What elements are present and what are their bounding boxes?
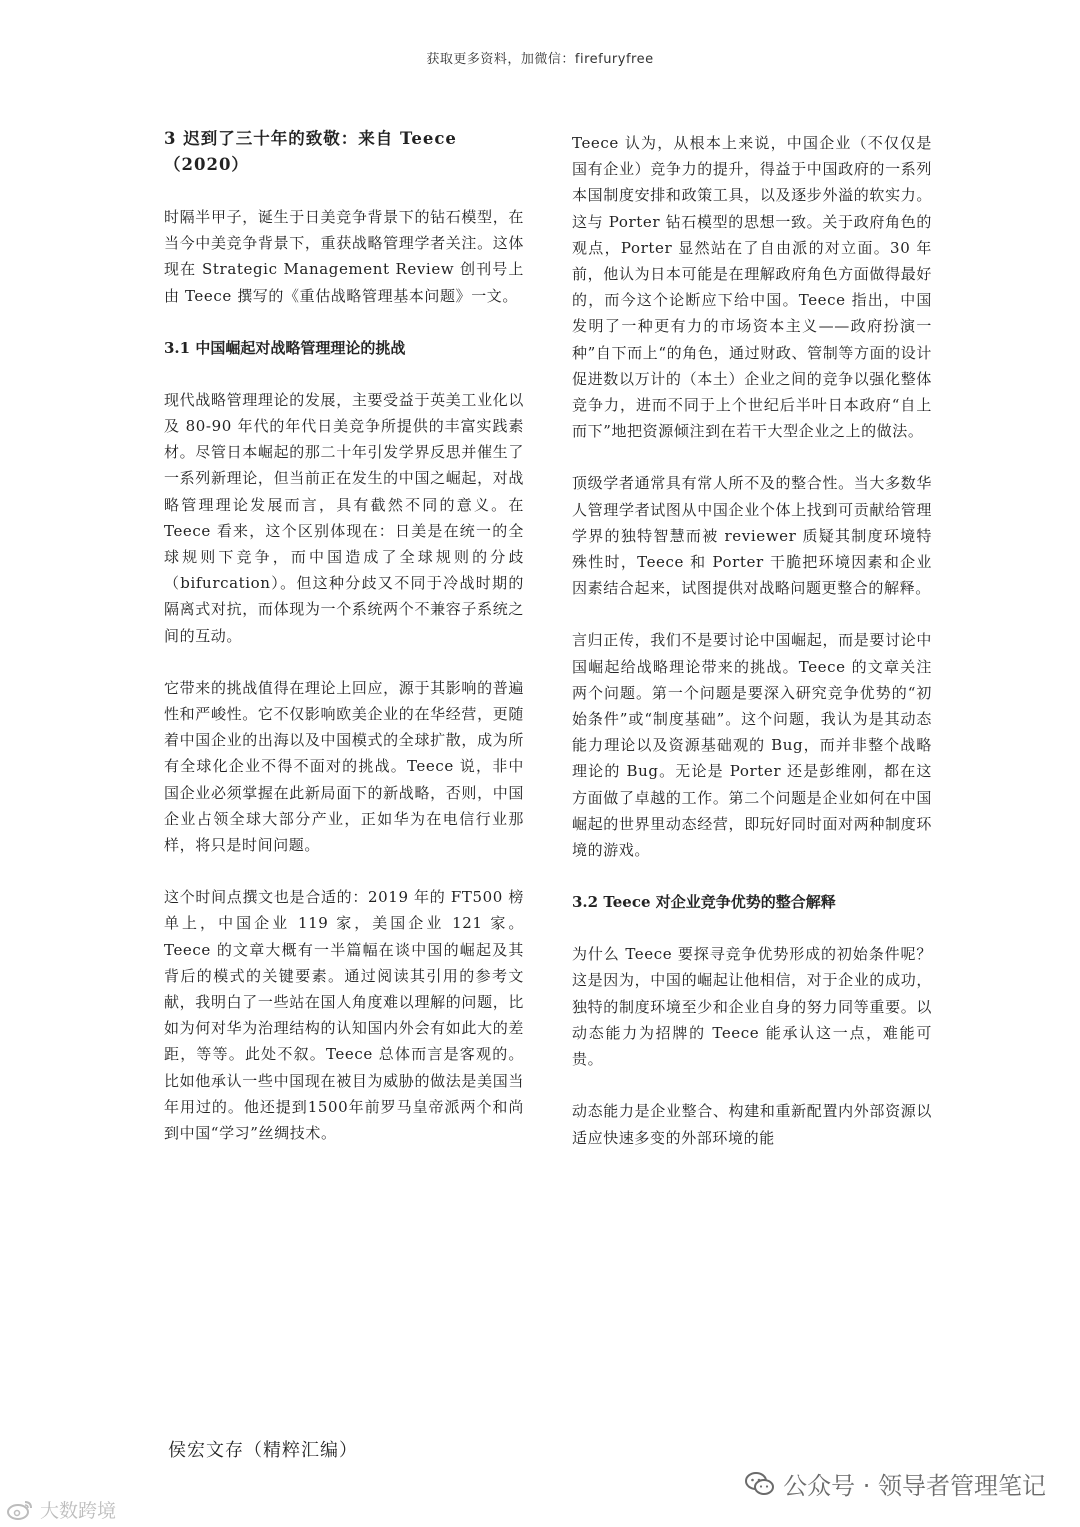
left-column	[164, 126, 524, 1172]
wechat-watermark	[745, 1466, 1046, 1501]
subsection-heading-3-1: 3.1 中国崛起对战略管理理论的挑战	[164, 338, 406, 357]
wechat-icon	[745, 1471, 775, 1497]
footer-book-title: 侯宏文存（精粹汇编）	[168, 1440, 358, 1461]
paragraph: 为什么 Teece 要探寻竞争优势形成的初始条件呢？这是因为，中国的崛起让他相信，对于企业的成功，独特的制度环境至少和企业自身的努力同等重要。以动态能力为招牌的 Teece 能承认这一点，难能可贵。	[572, 945, 932, 1069]
wechat-watermark-text: 公众号 · 领导者管理笔记	[783, 1472, 1046, 1500]
section-heading: 3 迟到了三十年的致敬：来自 Teece（2020）	[164, 129, 457, 174]
weibo-icon	[6, 1499, 34, 1521]
weibo-watermark	[6, 1496, 116, 1523]
weibo-watermark-text: 大数跨境	[40, 1500, 117, 1522]
subsection-heading-3-2: 3.2 Teece 对企业竞争优势的整合解释	[572, 893, 836, 912]
paragraph: 顶级学者通常具有常人所不及的整合性。当大多数华人管理学者试图从中国企业个体上找到可贡献给管理学界的独特智慧而被 reviewer 质疑其制度环境特殊性时，Teece 和 Porter 干脆把环境因素和企业因素结合起来，试图提供对战略问题更整合的解释。	[572, 474, 932, 598]
intro-paragraph: 时隔半甲子，诞生于日美竞争背景下的钻石模型，在当今中美竞争背景下，重获战略管理学者关注。这体现在 Strategic Management Review 创刊号上由 Teece 撰写的《重估战略管理基本问题》一文。	[164, 208, 524, 305]
paragraph: 动态能力是企业整合、构建和重新配置内外部资源以适应快速多变的外部环境的能	[572, 1102, 932, 1147]
paragraph: 言归正传，我们不是要讨论中国崛起，而是要讨论中国崛起给战略理论带来的挑战。Teece 的文章关注两个问题。第一个问题是要深入研究竞争优势的“初始条件”或“制度基础”。这个问题，我认为是其动态能力理论以及资源基础观的 Bug，而并非整个战略理论的 Bug。无论是 Porter 还是彭维刚，都在这方面做了卓越的工作。第二个问题是企业如何在中国崛起的世界里动态经营，即玩好同时面对两种制度环境的游戏。	[572, 631, 932, 860]
paragraph: Teece 认为，从根本上来说，中国企业（不仅仅是国有企业）竞争力的提升，得益于中国政府的一系列本国制度安排和政策工具，以及逐步外溢的软实力。这与 Porter 钻石模型的思想一致。关于政府角色的观点，Porter 显然站在了自由派的对立面。30 年前，他认为日本可能是在理解政府角色方面做得最好的，而今这个论断应下给中国。Teece 指出，中国发明了一种更有力的市场资本主义——政府扮演一种”自下而上“的角色，通过财政、管制等方面的设计促进数以万计的（本土）企业之间的竞争以强化整体竞争力，进而不同于上个世纪后半叶日本政府“自上而下”地把资源倾注到在若干大型企业之上的做法。	[572, 134, 932, 441]
paragraph: 它带来的挑战值得在理论上回应，源于其影响的普遍性和严峻性。它不仅影响欧美企业的在华经营，更随着中国企业的出海以及中国模式的全球扩散，成为所有全球化企业不得不面对的挑战。Teece 说，非中国企业必须掌握在此新局面下的新战略，否则，中国企业占领全球大部分产业，正如华为在电信行业那样，将只是时间问题。	[164, 678, 524, 855]
right-column	[572, 130, 932, 1177]
header-banner: 获取更多资料，加微信：firefuryfree	[426, 52, 654, 67]
paragraph: 现代战略管理理论的发展，主要受益于英美工业化以及 80-90 年代的年代日美竞争所提供的丰富实践素材。尽管日本崛起的那二十年引发学界反思并催生了一系列新理论，但当前正在发生的中国之崛起，对战略管理理论发展而言，具有截然不同的意义。在 Teece 看来，这个区别体现在：日美是在统一的全球规则下竞争，而中国造成了全球规则的分歧（bifurcation）。但这种分歧又不同于冷战时期的隔离式对抗，而体现为一个系统两个不兼容子系统之间的互动。	[164, 390, 524, 645]
paragraph: 这个时间点撰文也是合适的：2019 年的 FT500 榜单上，中国企业 119 家，美国企业 121 家。Teece 的文章大概有一半篇幅在谈中国的崛起及其背后的模式的关键要素。通过阅读其引用的参考文献，我明白了一些站在国人角度难以理解的问题，比如为何对华为治理结构的认知国内外会有如此大的差距，等等。此处不叙。Teece 总体而言是客观的。比如他承认一些中国现在被目为威胁的做法是美国当年用过的。他还提到1500年前罗马皇帝派两个和尚到中国“学习”丝绸技术。	[164, 888, 524, 1143]
